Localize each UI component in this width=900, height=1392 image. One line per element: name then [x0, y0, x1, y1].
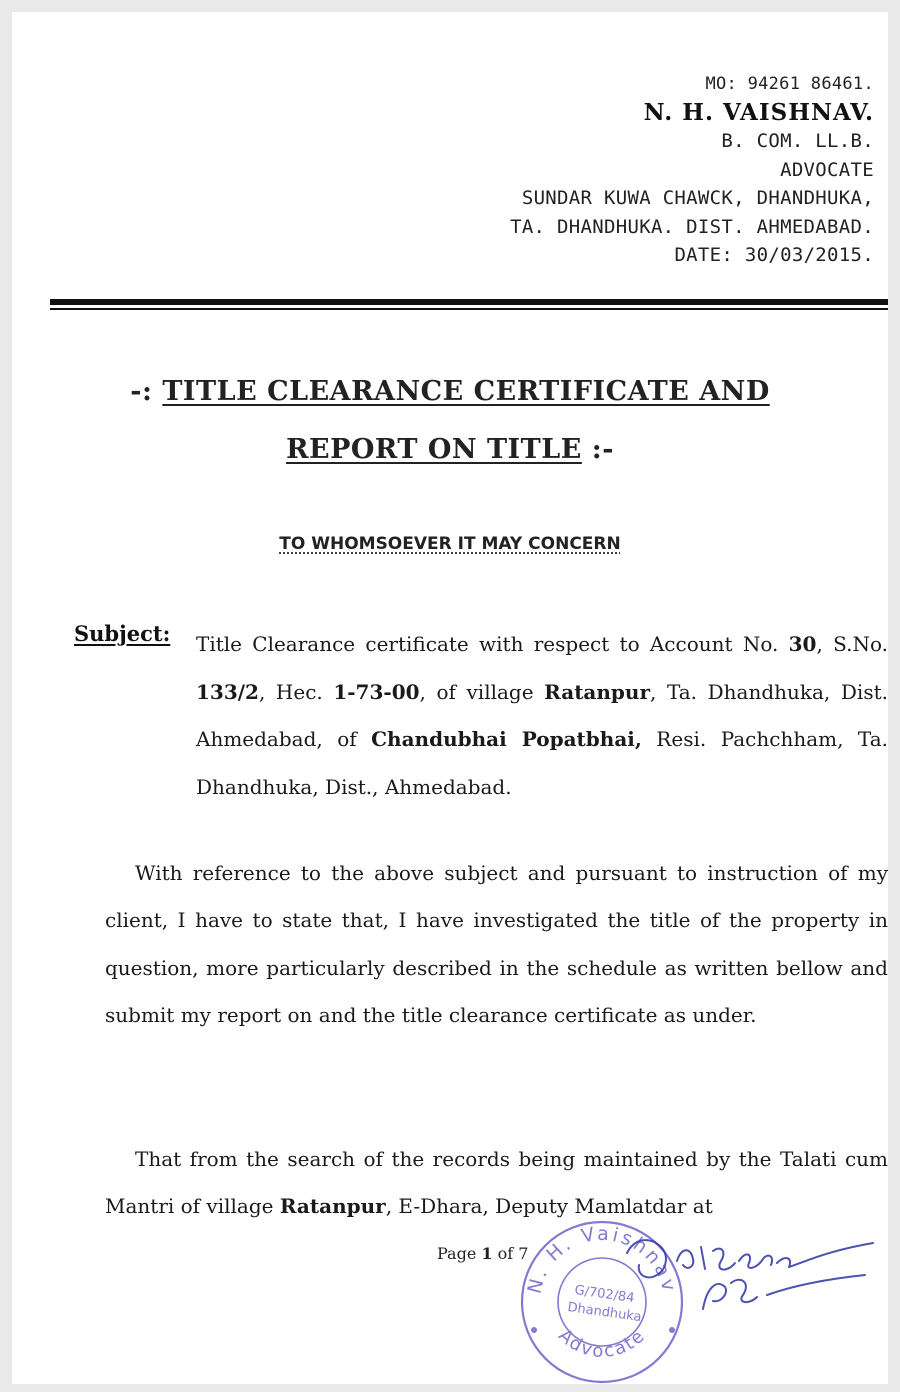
page-number: Page 1 of 7 [437, 1244, 529, 1263]
village-name-2: Ratanpur [279, 1194, 386, 1219]
title-text-2: REPORT ON TITLE [286, 434, 582, 465]
stamp-registration: G/702/84 [573, 1282, 636, 1307]
address-line-1: SUNDAR KUWA CHAWCK, DHANDHUKA, [521, 187, 874, 209]
document-page [12, 12, 888, 1384]
mobile-number: MO: 94261 86461. [705, 74, 874, 94]
stamp-arc-bottom: Advocate [554, 1325, 650, 1363]
account-number: 30 [788, 632, 817, 656]
owner-name: Chandubhai Popatbhai, [371, 727, 642, 752]
letterhead [510, 70, 874, 270]
letter-date: DATE: 30/03/2015. [674, 244, 874, 266]
survey-number: 133/2 [196, 679, 259, 704]
stamp-place: Dhandhuka [566, 1299, 643, 1326]
document-title-line-1: -: TITLE CLEARANCE CERTIFICATE AND [130, 376, 770, 407]
svg-text:Advocate [554, 1325, 650, 1362]
advocate-name: N. H. VAISHNAV. [643, 98, 874, 126]
advocate-signature [617, 1217, 887, 1327]
header-rule-thin [50, 308, 888, 310]
paragraph-search: That from the search of the records being maintained by the Talati cum Mantri of village Ratanpur, E-Dhara, Deputy Mamlatdar at [105, 1147, 888, 1219]
paragraph-reference: With reference to the above subject and pursuant to instruction of my client, I have to state that, I have investigated the title of the property in question, more particularly described in the schedule as written bellow and submit my report on and the title clearance certificate as under. [105, 861, 888, 1027]
address-line-2: TA. DHANDHUKA. DIST. AHMEDABAD. [510, 215, 874, 238]
addressee-heading: TO WHOMSOEVER IT MAY CONCERN [279, 534, 621, 554]
hectare-area: 1-73-00 [333, 679, 420, 704]
subject-text: Title Clearance certificate with respect to Account No. 30, S.No. 133/2, Hec. 1-73-00, of village Ratanpur, Ta. Dhandhuka, Dist. Ahmedabad, of Chandubhai Popatbhai, Resi. Pachchham, Ta. Dhandhuka, Dist., Ahmedabad. [196, 632, 888, 800]
advocate-profession: ADVOCATE [780, 158, 874, 181]
header-rule-thick [50, 299, 888, 305]
title-text-1: TITLE CLEARANCE CERTIFICATE AND [162, 376, 770, 407]
subject-label: Subject: [74, 621, 171, 646]
village-name: Ratanpur [544, 679, 650, 704]
advocate-degree: B. COM. LL.B. [721, 130, 874, 152]
stamp-arc-top: N. H. Vaishnav [523, 1222, 681, 1296]
document-title-line-2: REPORT ON TITLE :- [286, 434, 614, 465]
